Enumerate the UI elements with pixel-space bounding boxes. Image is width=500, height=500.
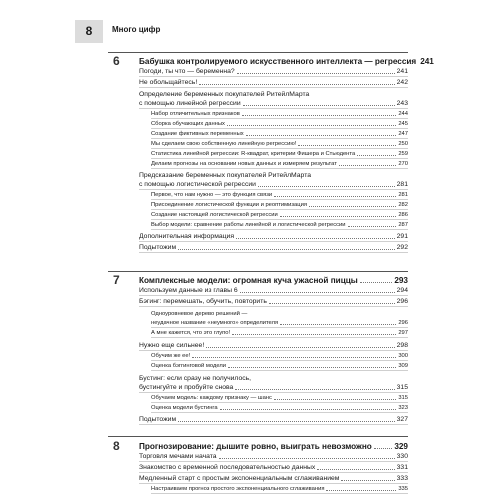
toc-subentry[interactable]: А мне кажется, что это глупо! 297 bbox=[151, 330, 408, 336]
toc-subentry[interactable]: Присоединение логистической функции и реоптимизация 282 bbox=[151, 202, 408, 208]
toc-subentry[interactable]: Статистика линейной регрессии: R-квадрат, критерии Фишера и Стьюдента 259 bbox=[151, 151, 408, 157]
toc-entry[interactable]: Используем данные из главы 6 294 bbox=[139, 287, 408, 294]
chapter-title-row[interactable] bbox=[139, 274, 408, 285]
toc-subentry[interactable]: Выбор модели: сравнение работы линейной и логистической регрессии 287 bbox=[151, 222, 408, 228]
chapter-number: 7 bbox=[113, 273, 120, 287]
leader-dots bbox=[374, 448, 393, 449]
toc-entry[interactable]: с помощью линейной регрессии 243 bbox=[139, 100, 408, 107]
toc-entry[interactable]: Бустинг: если сразу не получилось, bbox=[139, 375, 252, 382]
toc-entry[interactable]: Определение беременных покупателей РитейлМарта bbox=[139, 91, 310, 98]
running-header bbox=[0, 0, 500, 43]
header-page-number: 8 bbox=[75, 20, 103, 43]
toc-subentry[interactable]: Настраиваем прогноз простого экспоненциального сглаживания 335 bbox=[151, 486, 408, 492]
toc-subentry[interactable]: Оценка бэггинговой модели 309 bbox=[151, 363, 408, 369]
toc-entry[interactable]: Торговля мечами начата 330 bbox=[139, 453, 408, 460]
toc-subentry[interactable]: Делаем прогнозы на основании новых данных и измеряем результат 270 bbox=[151, 161, 408, 167]
leader-dots bbox=[360, 282, 393, 283]
chapter-divider bbox=[108, 436, 408, 437]
chapter-title: Бабушка контролируемого искусственного интеллекта — регрессия bbox=[139, 57, 417, 66]
chapter-page: 329 bbox=[394, 442, 408, 451]
toc-entry[interactable]: Не обольщайтесь! 242 bbox=[139, 79, 408, 86]
toc-subentry[interactable]: Оценка модели бустинга 323 bbox=[151, 405, 408, 411]
toc-subentry[interactable]: неудачное название «неумного» определителя 296 bbox=[151, 320, 408, 326]
chapter-divider bbox=[108, 52, 408, 53]
toc-entry[interactable]: Бэгинг: перемешать, обучить, повторить 296 bbox=[139, 298, 408, 305]
chapter-title-row[interactable] bbox=[139, 55, 434, 66]
toc-entry[interactable]: Дополнительная информация 291 bbox=[139, 233, 408, 240]
chapter-number: 6 bbox=[113, 54, 120, 68]
toc-subentry[interactable]: Обучаем модель: каждому признаку — шанс 315 bbox=[151, 395, 408, 401]
toc-subentry[interactable]: Сборка обучающих данных 245 bbox=[151, 121, 408, 127]
toc-subentry[interactable]: Создание настоящей логистической регрессии 286 bbox=[151, 212, 408, 218]
toc-subentry[interactable]: Первое, что нам нужно — это функция связи 281 bbox=[151, 192, 408, 198]
chapter-title-row[interactable] bbox=[139, 440, 408, 451]
chapter-number: 8 bbox=[113, 439, 120, 453]
chapter-divider bbox=[108, 271, 408, 272]
toc-entry[interactable]: Медленный старт с простым экспоненциальным сглаживанием 333 bbox=[139, 475, 408, 482]
toc-subentry[interactable]: Набор отличительных признаков 244 bbox=[151, 111, 408, 117]
toc-entry[interactable]: бустингуйте и пробуйте снова 315 bbox=[139, 384, 408, 391]
toc-entry[interactable]: Нужно еще сильнее! 298 bbox=[139, 342, 408, 349]
chapter-page: 241 bbox=[420, 57, 434, 66]
toc-entry[interactable]: Предсказание беременных покупателей РитейлМарта bbox=[139, 172, 312, 179]
chapter-page: 293 bbox=[394, 276, 408, 285]
toc-entry[interactable]: Подытожим 292 bbox=[139, 244, 408, 251]
toc-subentry[interactable]: Одноуровневое дерево решений — bbox=[151, 311, 248, 317]
chapter-title: Комплексные модели: огромная куча ужасной пиццы bbox=[139, 276, 358, 285]
toc-subentry[interactable]: Обучим же ее! 300 bbox=[151, 353, 408, 359]
header-title: Много цифр bbox=[112, 25, 161, 34]
toc-entry[interactable]: Знакомство с временной последовательностью данных 331 bbox=[139, 464, 408, 471]
toc-entry[interactable]: Подытожим 327 bbox=[139, 416, 408, 423]
toc-entry[interactable]: с помощью логистической регрессии 281 bbox=[139, 181, 408, 188]
toc-entry[interactable]: Погоди, ты что — беременна? 241 bbox=[139, 68, 408, 75]
chapter-title: Прогнозирование: дышите ровно, выиграть невозможно bbox=[139, 442, 372, 451]
toc-subentry[interactable]: Мы сделаем свою собственную линейную регрессию! 250 bbox=[151, 141, 408, 147]
toc-subentry[interactable]: Создание фиктивных переменных 247 bbox=[151, 131, 408, 137]
